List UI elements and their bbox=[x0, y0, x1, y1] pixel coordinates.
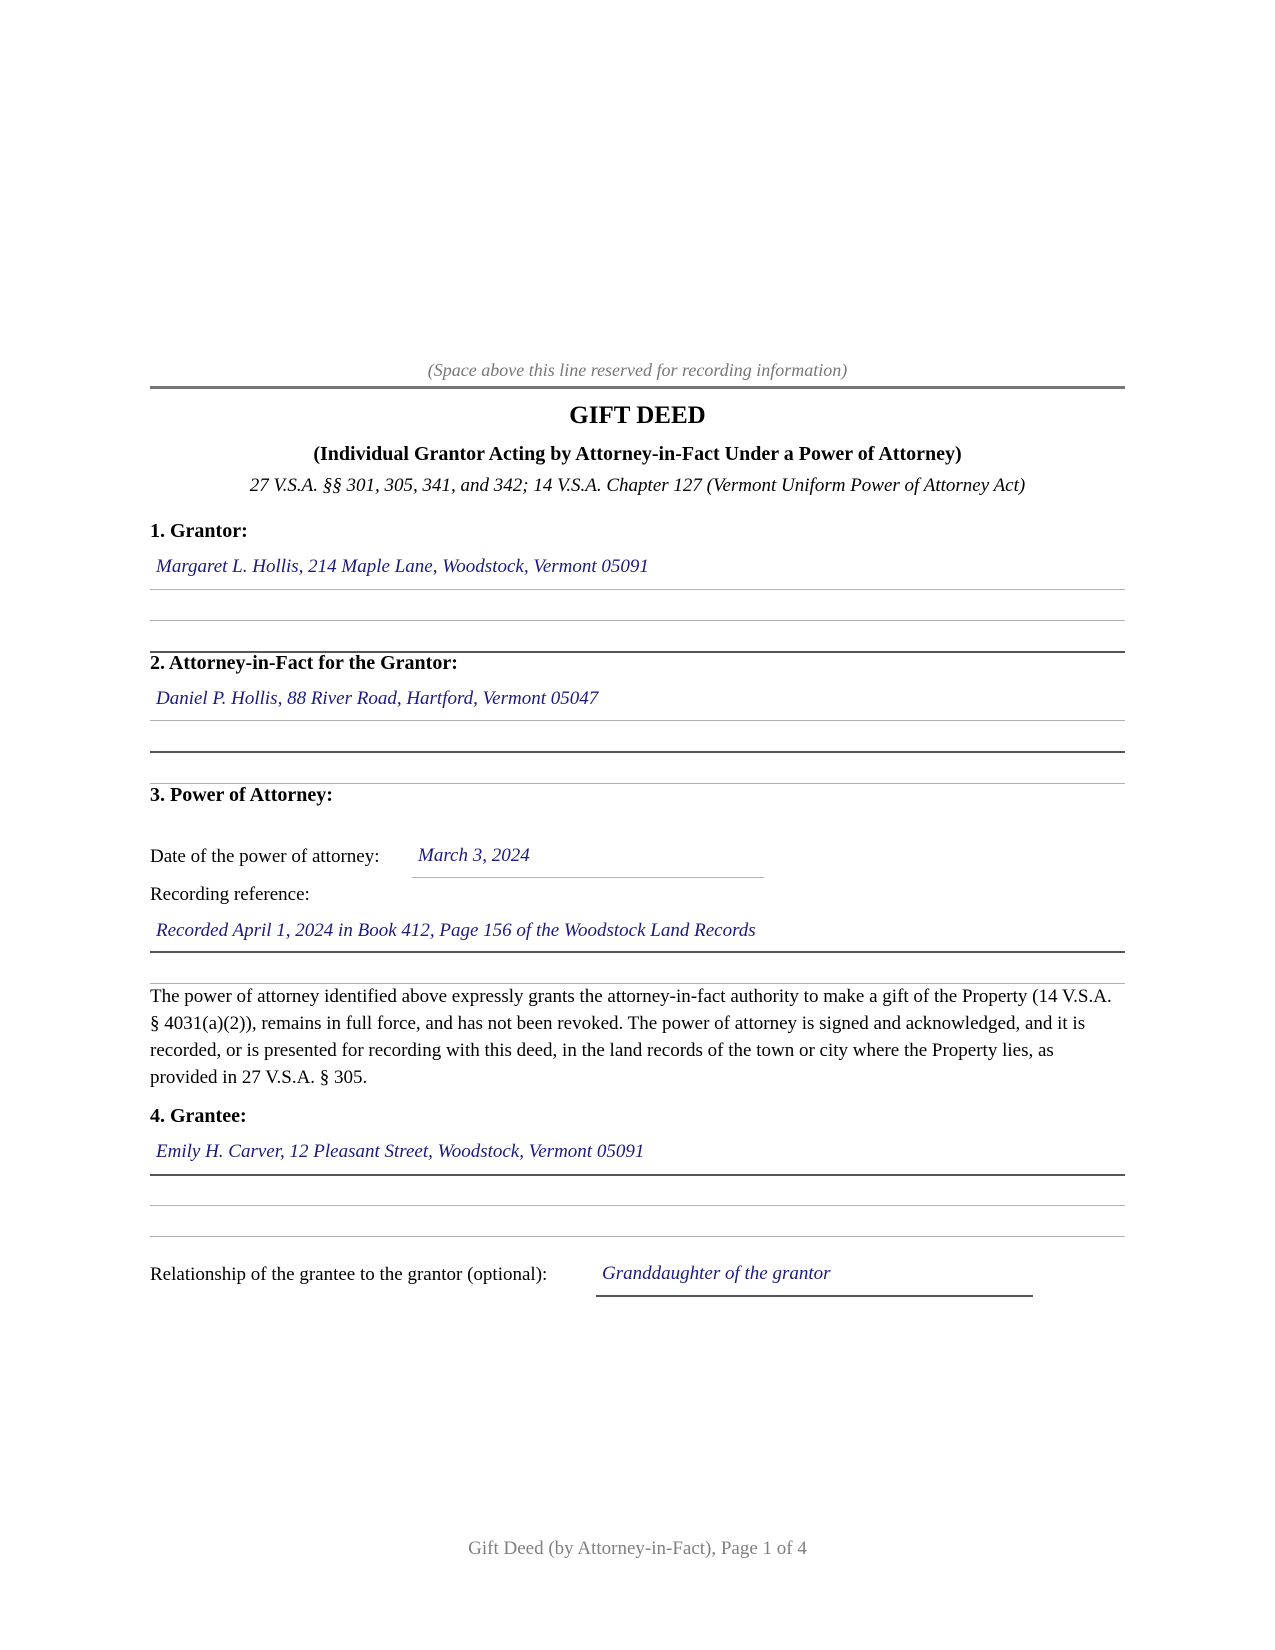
page-footer: Gift Deed (by Attorney-in-Fact), Page 1 of 4 bbox=[468, 1538, 807, 1559]
attorney-in-fact-field[interactable]: Daniel P. Hollis, 88 River Road, Hartford, Vermont 05047 bbox=[156, 688, 599, 709]
recording-divider bbox=[150, 386, 1125, 389]
grantee-heading: 4. Grantee: bbox=[150, 1105, 247, 1127]
poa-recording-field[interactable]: Recorded April 1, 2024 in Book 412, Page 156 of the Woodstock Land Records bbox=[156, 920, 756, 941]
power-of-attorney-heading: 3. Power of Attorney: bbox=[150, 784, 333, 806]
poa-statement-paragraph: The power of attorney identified above expressly grants the attorney-in-fact authority to make a gift of the Property (14 V.S.A. § 4031(a)(2)), remains in full force, and has not been revoked. The power of attorney is signed and acknowledged, and it is recorded, or is presented for recording with this deed, in the land records of the town or city where the Property lies, as provided in 27 V.S.A. § 305. bbox=[150, 986, 1112, 1088]
recording-space-note: (Space above this line reserved for recording information) bbox=[427, 360, 848, 380]
page-title: GIFT DEED bbox=[569, 402, 706, 429]
grantee-line-3 bbox=[150, 1236, 1125, 1237]
statute-citation: 27 V.S.A. §§ 301, 305, 341, and 342; 14 V.S.A. Chapter 127 (Vermont Uniform Power of Attorney Act) bbox=[249, 475, 1026, 496]
grantee-line-2 bbox=[150, 1205, 1125, 1206]
attorney-in-fact-heading: 2. Attorney-in-Fact for the Grantor: bbox=[150, 652, 458, 674]
grantor-field[interactable]: Margaret L. Hollis, 214 Maple Lane, Woodstock, Vermont 05091 bbox=[156, 556, 649, 577]
poa-recording-label: Recording reference: bbox=[150, 884, 310, 905]
relationship-label: Relationship of the grantee to the grantor (optional): bbox=[150, 1264, 548, 1285]
poa-date-field[interactable]: March 3, 2024 bbox=[412, 845, 764, 878]
poa-date-label: Date of the power of attorney: bbox=[150, 846, 380, 867]
grantee-field[interactable]: Emily H. Carver, 12 Pleasant Street, Woodstock, Vermont 05091 bbox=[156, 1141, 645, 1162]
grantor-heading: 1. Grantor: bbox=[150, 520, 248, 542]
grantor-line-2 bbox=[150, 620, 1125, 621]
grantee-line-1 bbox=[150, 1174, 1125, 1176]
attorney-line-2 bbox=[150, 751, 1125, 753]
grantor-line-1 bbox=[150, 589, 1125, 590]
poa-line-1 bbox=[150, 951, 1125, 953]
page-subtitle: (Individual Grantor Acting by Attorney-in-Fact Under a Power of Attorney) bbox=[313, 443, 962, 465]
attorney-line-1 bbox=[150, 720, 1125, 721]
relationship-field[interactable]: Granddaughter of the grantor bbox=[596, 1263, 1033, 1297]
